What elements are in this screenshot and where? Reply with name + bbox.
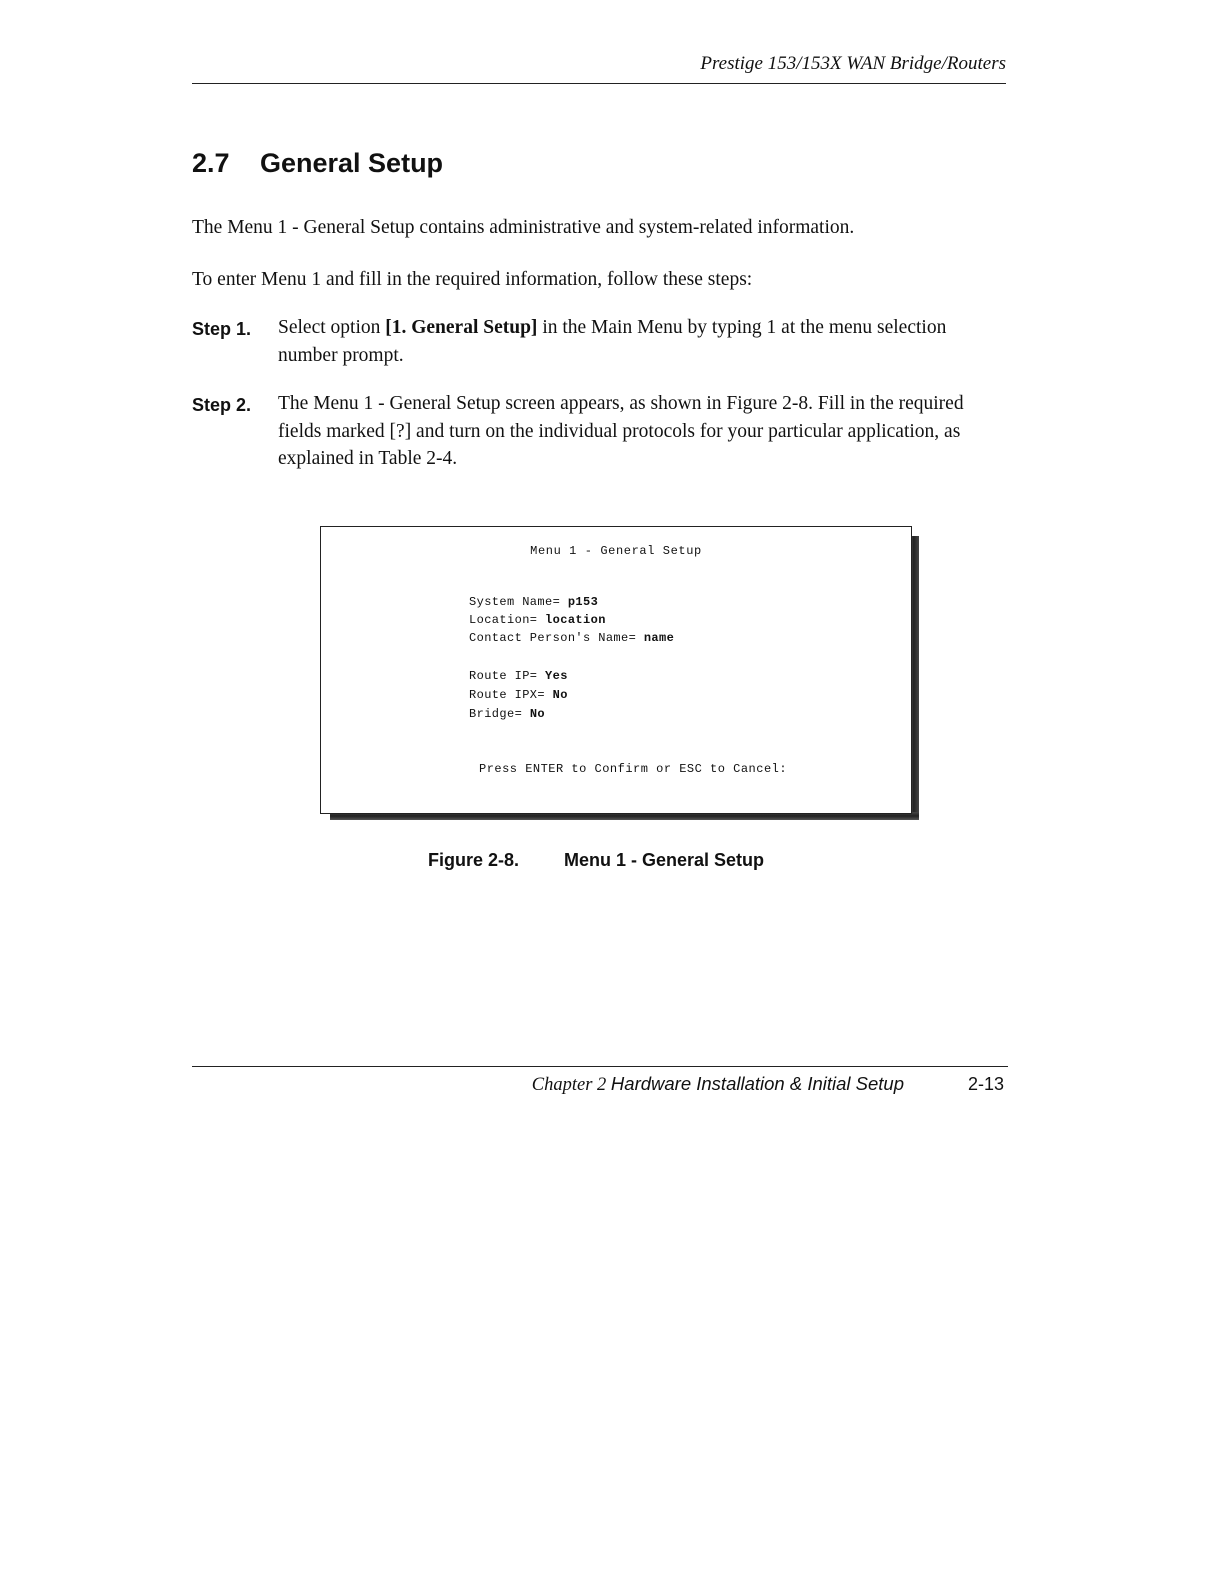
intro-paragraph: The Menu 1 - General Setup contains administrative and system-related information. [192, 217, 855, 238]
step-1-text-before: Select option [278, 317, 386, 338]
section-title: General Setup [260, 148, 444, 178]
footer-chapter [192, 1072, 904, 1097]
step-2-text: The Menu 1 - General Setup screen appears, as shown in Figure 2-8. Fill in the required fields marked [?] and turn on the individual protocols for your particular application, as explained in Table 2-4. [278, 393, 964, 469]
header-rule [192, 83, 1006, 84]
field-label: Route IP= [469, 669, 546, 683]
step-1-option: [1. General Setup] [385, 317, 538, 338]
screen-prompt: Press ENTER to Confirm or ESC to Cancel: [479, 762, 788, 776]
step-1-text [278, 314, 1008, 369]
figure-title: Menu 1 - General Setup [564, 850, 765, 870]
field-value: name [643, 631, 675, 645]
field-label: Contact Person's Name= [469, 631, 644, 645]
field-value: No [552, 688, 568, 702]
page-number: 2-13 [967, 1074, 1004, 1094]
field-system-name [469, 594, 598, 610]
menu-screen [320, 526, 912, 814]
field-bridge [469, 706, 545, 722]
screen-title: Menu 1 - General Setup [530, 544, 702, 558]
field-value: No [529, 707, 546, 721]
field-label: Location= [469, 613, 546, 627]
footer-chapter-title: Hardware Installation & Initial Setup [610, 1073, 904, 1094]
field-label: Route IPX= [469, 688, 553, 702]
step-2 [192, 390, 1012, 473]
field-location [469, 612, 606, 628]
field-value: Yes [545, 669, 568, 683]
field-label: Bridge= [469, 707, 530, 721]
figure-label: Figure 2-8. [428, 850, 520, 870]
running-header: Prestige 153/153X WAN Bridge/Routers [700, 53, 1006, 74]
field-route-ipx [469, 687, 568, 703]
step-2-label: Step 2. [192, 395, 252, 415]
step-1-text-after: in the Main Menu by typing 1 at the menu selection number prompt. [278, 317, 947, 366]
section-heading [192, 146, 443, 180]
field-value: p153 [567, 595, 599, 609]
field-contact-name [469, 630, 674, 646]
field-label: System Name= [469, 595, 568, 609]
field-route-ip [469, 668, 568, 684]
step-1-label: Step 1. [192, 319, 252, 339]
instructions-paragraph: To enter Menu 1 and fill in the required information, follow these steps: [192, 269, 753, 290]
step-1 [192, 314, 1012, 369]
field-value: location [545, 613, 606, 627]
section-number: 2.7 [192, 148, 230, 178]
footer-chapter-prefix: Chapter 2 [531, 1075, 611, 1095]
footer-rule [192, 1066, 1008, 1067]
